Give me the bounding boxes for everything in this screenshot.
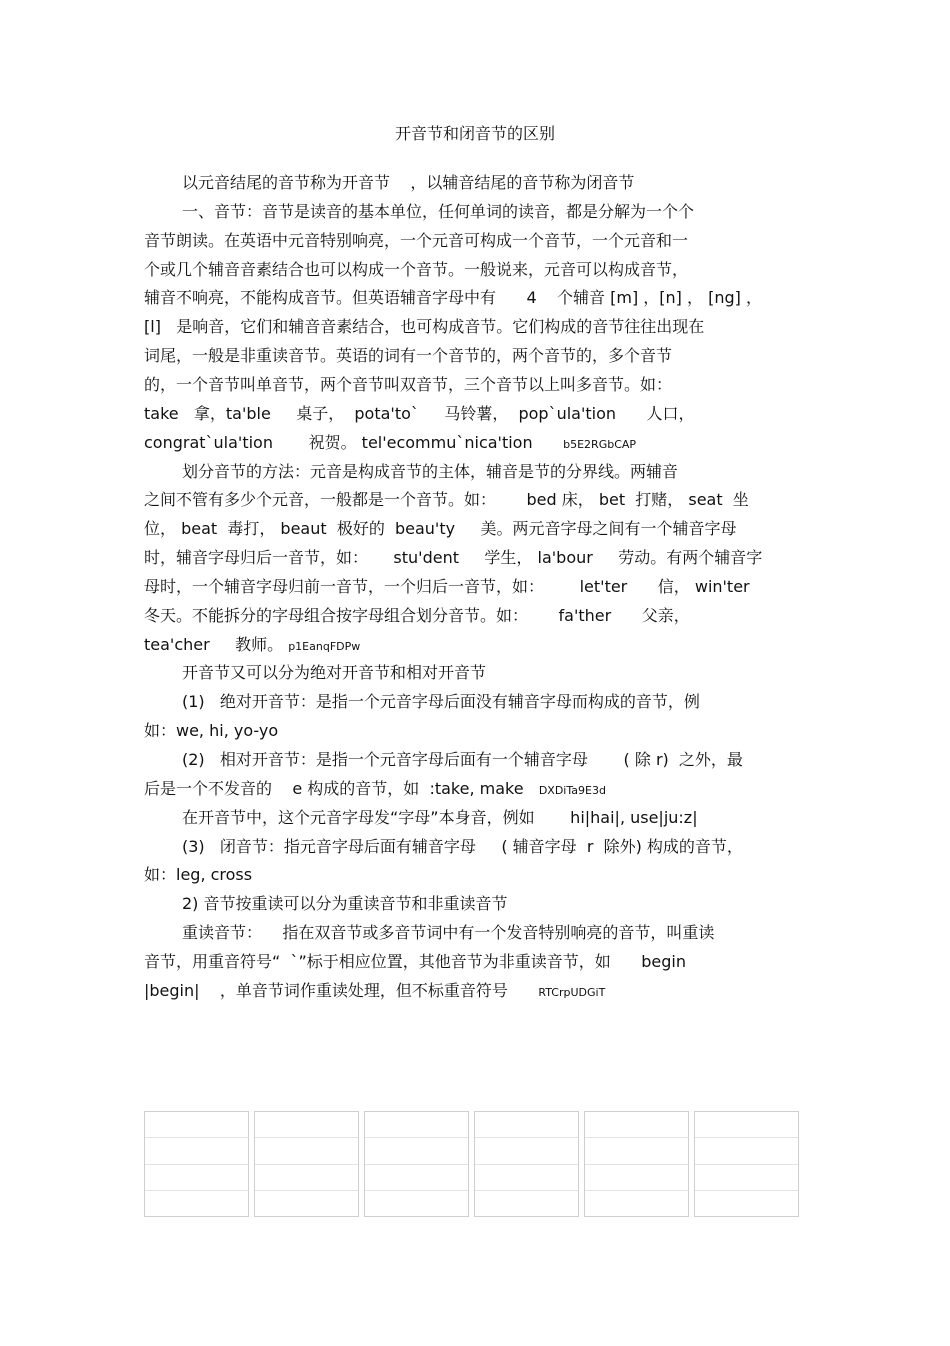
text-line bbox=[144, 346, 672, 366]
text-line bbox=[144, 375, 672, 395]
text-segment: 的，一个音节叫单音节，两个音节叫双音节，三个音节以上叫多音节。如： bbox=[144, 375, 673, 394]
doc-code: p1EanqFDPw bbox=[288, 640, 361, 653]
text-segment: 如：leg, cross bbox=[144, 865, 253, 884]
text-line bbox=[144, 865, 252, 885]
text-segment: 重读音节： 指在双音节或多音节词中有一个发音特别响亮的音节，叫重读 bbox=[182, 923, 715, 942]
text-line bbox=[182, 663, 486, 683]
text-line bbox=[144, 404, 695, 424]
text-segment: tea'cher 教师。 bbox=[144, 635, 289, 654]
text-line bbox=[144, 433, 636, 455]
text-segment: 在开音节中，这个元音字母发“字母”本身音，例如 hi|hai|, use|ju:z| bbox=[182, 808, 698, 827]
text-segment: 音节朗读。在英语中元音特别响亮，一个元音可构成一个音节，一个元音和一 bbox=[144, 231, 689, 250]
text-line bbox=[144, 231, 688, 251]
blank-grid bbox=[144, 1111, 799, 1217]
text-segment: 划分音节的方法：元音是构成音节的主体，辅音是节的分界线。两辅音 bbox=[182, 462, 679, 481]
grid-column bbox=[584, 1111, 689, 1217]
text-line bbox=[144, 635, 360, 657]
text-line bbox=[182, 837, 743, 857]
text-line bbox=[182, 923, 714, 943]
text-segment: 之间不管有多少个元音，一般都是一个音节。如： bed 床， bet 打赌， seat 坐 bbox=[144, 490, 749, 509]
text-segment: 母时，一个辅音字母归前一音节，一个归后一音节，如： let'ter 信， win'ter bbox=[144, 577, 750, 596]
text-line bbox=[144, 981, 605, 1003]
text-segment: 音节，用重音符号“ `”标于相应位置，其他音节为非重读音节，如 begin bbox=[144, 952, 687, 971]
text-segment: 后是一个不发音的 e 构成的音节，如 :take, make bbox=[144, 779, 539, 798]
text-line bbox=[182, 202, 694, 222]
text-segment: 2) 音节按重读可以分为重读音节和非重读音节 bbox=[182, 894, 508, 913]
text-line bbox=[182, 692, 700, 712]
text-line bbox=[144, 577, 750, 597]
text-segment: |begin| ，单音节词作重读处理，但不标重音符号 bbox=[144, 981, 539, 1000]
text-segment: (3) 闭音节：指元音字母后面有辅音字母 ( 辅音字母 r 除外) 构成的音节， bbox=[182, 837, 743, 856]
text-line bbox=[144, 779, 606, 801]
grid-column bbox=[254, 1111, 359, 1217]
text-line bbox=[144, 721, 278, 741]
grid-column bbox=[474, 1111, 579, 1217]
text-line bbox=[144, 952, 686, 972]
grid-column bbox=[694, 1111, 799, 1217]
text-segment: 词尾，一般是非重读音节。英语的词有一个音节的，两个音节的，多个音节 bbox=[144, 346, 673, 365]
text-line bbox=[144, 519, 737, 539]
text-line bbox=[182, 750, 743, 770]
text-line bbox=[144, 288, 762, 308]
grid-column bbox=[364, 1111, 469, 1217]
text-line bbox=[182, 894, 508, 914]
doc-code: b5E2RGbCAP bbox=[563, 438, 637, 451]
doc-code: DXDiTa9E3d bbox=[538, 784, 606, 797]
text-segment: 时，辅音字母归后一音节，如： stu'dent 学生， la'bour 劳动。有两个辅音字 bbox=[144, 548, 763, 567]
text-segment: [l] 是响音，它们和辅音音素结合，也可构成音节。它们构成的音节往往出现在 bbox=[144, 317, 705, 336]
text-segment: 个或几个辅音音素结合也可以构成一个音节。一般说来，元音可以构成音节， bbox=[144, 260, 689, 279]
text-segment: take 拿，ta'ble 桌子， pota'to` 马铃薯， pop`ula'tion 人口， bbox=[144, 404, 695, 423]
text-line bbox=[182, 808, 698, 828]
text-segment: 如：we, hi, yo-yo bbox=[144, 721, 279, 740]
text-line bbox=[182, 462, 678, 482]
text-segment: congrat`ula'tion 祝贺。 tel'ecommu`nica'tion bbox=[144, 433, 564, 452]
text-line bbox=[182, 173, 634, 193]
text-segment: 开音节又可以分为绝对开音节和相对开音节 bbox=[182, 663, 487, 682]
text-segment: 冬天。不能拆分的字母组合按字母组合划分音节。如： fa'ther 父亲， bbox=[144, 606, 690, 625]
text-line bbox=[144, 490, 749, 510]
doc-code: RTCrpUDGiT bbox=[538, 986, 606, 999]
text-segment: 辅音不响亮，不能构成音节。但英语辅音字母中有 4 个辅音 [m] ，[n] ， [ng] ， bbox=[144, 288, 762, 307]
page-title: 开音节和闭音节的区别 bbox=[394, 124, 555, 143]
grid-column bbox=[144, 1111, 249, 1217]
text-line bbox=[144, 548, 762, 568]
text-line bbox=[144, 606, 690, 626]
text-line bbox=[144, 317, 704, 337]
text-segment: (1) 绝对开音节：是指一个元音字母后面没有辅音字母而构成的音节，例 bbox=[182, 692, 700, 711]
text-segment: 一、音节：音节是读音的基本单位，任何单词的读音，都是分解为一个个 bbox=[182, 202, 695, 221]
text-segment: (2) 相对开音节：是指一个元音字母后面有一个辅音字母 ( 除 r) 之外，最 bbox=[182, 750, 743, 769]
text-segment: 以元音结尾的音节称为开音节 ，以辅音结尾的音节称为闭音节 bbox=[182, 173, 635, 192]
text-segment: 位， beat 毒打， beaut 极好的 beau'ty 美。两元音字母之间有一个辅音字母 bbox=[144, 519, 737, 538]
text-line bbox=[144, 260, 688, 280]
